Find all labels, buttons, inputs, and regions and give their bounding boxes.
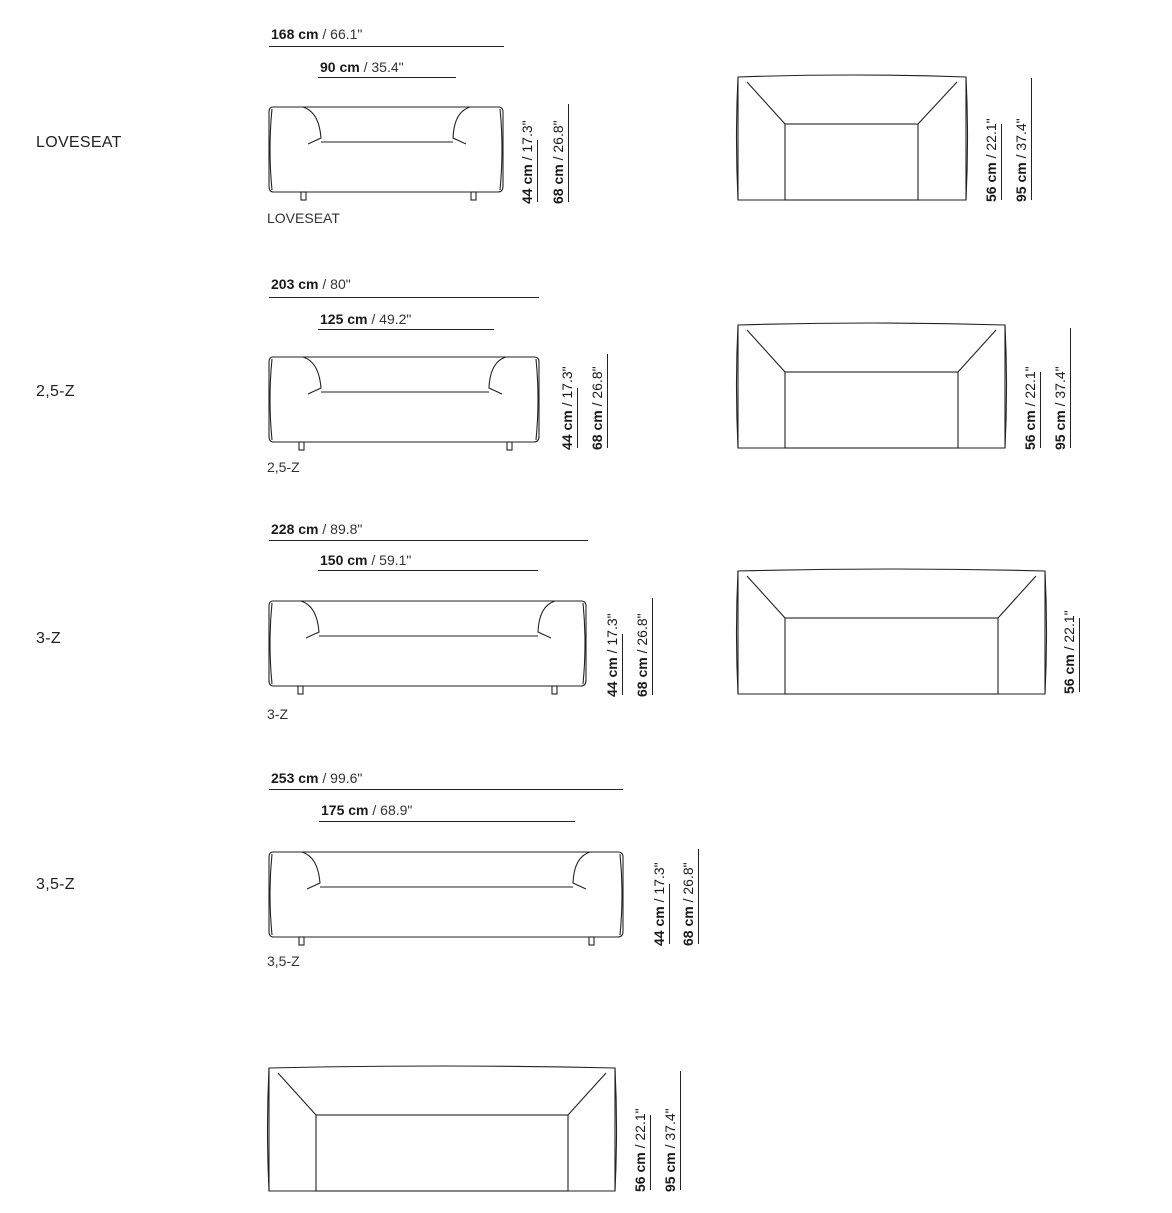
front-view-caption: 2,5-Z — [267, 459, 300, 475]
top-seat-depth-dimension: 56 cm / 22.1" — [1022, 366, 1038, 450]
seat-height-line — [669, 884, 670, 944]
back-height-dimension: 68 cm / 26.8" — [680, 862, 696, 946]
back-height-dimension: 68 cm / 26.8" — [589, 366, 605, 450]
seat-width-dimension: 150 cm / 59.1" — [320, 552, 412, 568]
seat-width-dimension: 125 cm / 49.2" — [320, 311, 412, 327]
front-view-caption: LOVESEAT — [267, 210, 340, 226]
top-depth-dimension: 95 cm / 37.4" — [662, 1108, 678, 1192]
seat-height-dimension: 44 cm / 17.3" — [559, 366, 575, 450]
back-height-line — [652, 598, 653, 695]
overall-width-dimension: 228 cm / 89.8" — [271, 521, 363, 537]
front-view-sofa — [267, 598, 591, 698]
top-depth-dimension: 95 cm / 37.4" — [1052, 366, 1068, 450]
overall-width-line — [269, 789, 623, 790]
overall-width-line — [269, 46, 504, 47]
back-height-line — [607, 354, 608, 448]
overall-width-line — [269, 297, 539, 298]
row-label-3-5-z: 3,5-Z — [36, 876, 75, 893]
overall-width-dimension: 203 cm / 80" — [271, 276, 351, 292]
top-depth-line — [1031, 78, 1032, 200]
seat-height-line — [622, 634, 623, 695]
front-view-sofa — [267, 849, 627, 949]
top-depth-line — [1070, 328, 1071, 448]
seat-width-dimension: 90 cm / 35.4" — [320, 59, 404, 75]
front-view-caption: 3-Z — [267, 706, 288, 722]
top-depth-line — [680, 1071, 681, 1190]
back-height-dimension: 68 cm / 26.8" — [550, 120, 566, 204]
back-height-line — [568, 104, 569, 202]
top-view-sofa — [735, 320, 1011, 452]
front-view-sofa — [267, 354, 543, 454]
top-view-sofa — [265, 1063, 623, 1195]
seat-height-dimension: 44 cm / 17.3" — [604, 613, 620, 697]
top-seat-depth-line — [1001, 124, 1002, 200]
top-depth-dimension: 95 cm / 37.4" — [1013, 118, 1029, 202]
top-seat-depth-line — [650, 1115, 651, 1190]
top-seat-depth-dimension: 56 cm / 22.1" — [1061, 610, 1077, 694]
top-seat-depth-line — [1040, 372, 1041, 448]
overall-width-dimension: 253 cm / 99.6" — [271, 770, 363, 786]
seat-width-line — [318, 77, 456, 78]
top-view-sofa — [733, 566, 1053, 698]
back-height-dimension: 68 cm / 26.8" — [634, 613, 650, 697]
row-label-3-z: 3-Z — [36, 630, 61, 647]
overall-width-line — [269, 540, 588, 541]
row-label-loveseat: LOVESEAT — [36, 134, 122, 151]
back-height-line — [698, 849, 699, 944]
row-label-2-5-z: 2,5-Z — [36, 383, 75, 400]
seat-height-line — [577, 388, 578, 448]
seat-width-line — [319, 821, 575, 822]
seat-height-dimension: 44 cm / 17.3" — [519, 120, 535, 204]
top-seat-depth-line — [1079, 618, 1080, 692]
overall-width-dimension: 168 cm / 66.1" — [271, 26, 363, 42]
seat-height-dimension: 44 cm / 17.3" — [651, 862, 667, 946]
top-view-sofa — [735, 72, 971, 204]
top-seat-depth-dimension: 56 cm / 22.1" — [983, 118, 999, 202]
seat-height-line — [537, 140, 538, 202]
seat-width-line — [318, 329, 494, 330]
front-view-sofa — [267, 104, 507, 204]
seat-width-dimension: 175 cm / 68.9" — [321, 802, 413, 818]
top-seat-depth-dimension: 56 cm / 22.1" — [632, 1108, 648, 1192]
seat-width-line — [318, 570, 538, 571]
front-view-caption: 3,5-Z — [267, 953, 300, 969]
